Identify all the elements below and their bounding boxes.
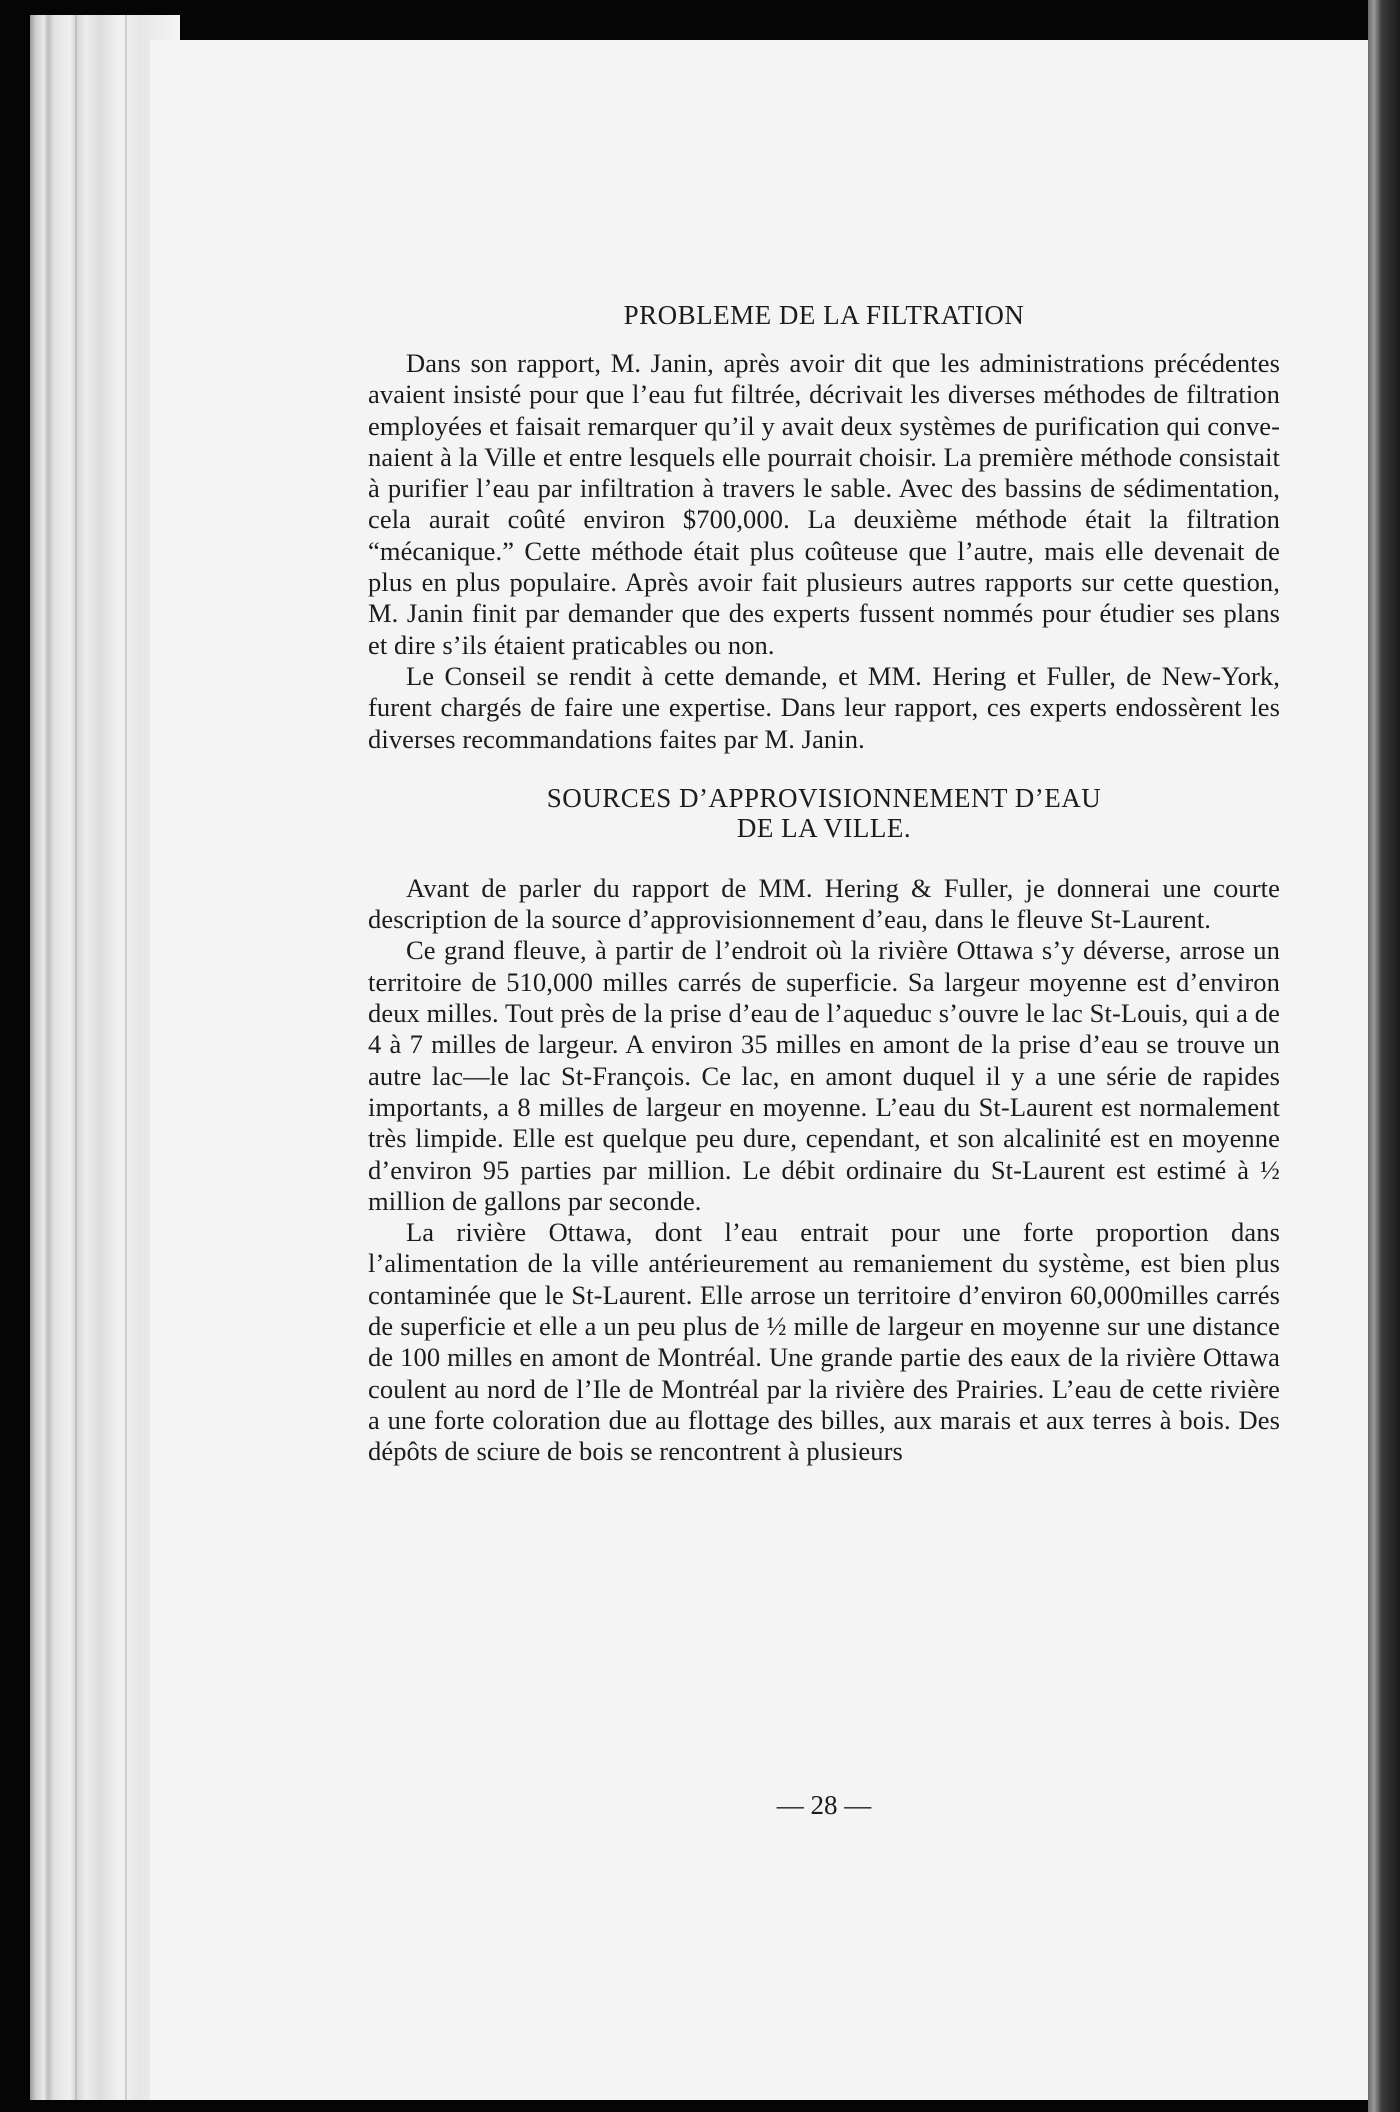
paragraph-conseil: Le Conseil se rendit à cette demande, et MM. Hering et Fuller, de New-York, furent chargés de faire une expertise. Dans leur rapport, ces experts endossèrent les diverses recommandations faites par M. Janin. [368,660,1280,754]
paragraph-ottawa: La rivière Ottawa, dont l’eau entrait pour une forte proportion dans l’alimentation de la ville antérieurement au remaniement du système, est bien plus contaminée que le St-Laurent. Elle arrose un territoire d’environ 60,000milles carrés de superficie et elle a un peu plus de ½ mille de largeur en moyenne sur une distance de 100 milles en amont de Montréal. Une grande partie des eaux de la rivière Ottawa coulent au nord de l’Ile de Montréal par la rivière des Prairies. L’eau de cette rivière a une forte coloration due au flottage des billes, aux marais et aux terres à bois. Des dépôts de sciure de bois se rencontrent à plusieurs [368,1217,1280,1467]
section-heading-sources [368,783,1280,843]
heading-line-1: SOURCES D’APPROVISIONNEMENT D’EAU [546,782,1102,813]
heading-line-2: DE LA VILLE. [736,812,912,843]
section-heading-filtration: PROBLEME DE LA FILTRATION [623,300,1025,330]
book-binding [1368,0,1400,2112]
paragraph-janin-report: Dans son rapport, M. Janin, après avoir dit que les administrations précédentes avaient insisté pour que l’eau fut filtrée, décrivait les diverses méthodes de filtration employées et faisait remarquer qu’il y avait deux systèmes de purification qui convenaient à la Ville et entre lesquels elle pourrait choisir. La première méthode consistait à purifier l’eau par infiltration à travers le sable. Avec des bassins de sédimentation, cela aurait coûté environ $700,000. La deuxième méthode était la filtration “mécanique.” Cette méthode était plus coûteuse que l’autre, mais elle devenait de plus en plus populaire. Après avoir fait plusieurs autres rapports sur cette question, M. Janin finit par demander que des experts fussent nommés pour étudier ses plans et dire s’ils étaient praticables ou non. [368,348,1280,660]
paragraph-intro-sources: Avant de parler du rapport de MM. Hering & Fuller, je donnerai une courte description de la source d’approvisionnement d’eau, dans le fleuve St-Laurent. [368,872,1280,935]
page-number: — 28 — [776,1790,872,1820]
paragraph-st-laurent: Ce grand fleuve, à partir de l’endroit où la rivière Ottawa s’y déverse, arrose un territoire de 510,000 milles carrés de superficie. Sa largeur moyenne est d’environ deux milles. Tout près de la prise d’eau de l’aqueduc s’ouvre le lac St-Louis, qui a de 4 à 7 milles de largeur. A environ 35 milles en amont de la prise d’eau se trouve un autre lac—le lac St-François. Ce lac, en amont duquel il y a une série de rapides importants, a 8 milles de largeur en moyenne. L’eau du St-Laurent est normalement très limpide. Elle est quelque peu dure, cependant, et son alcalinité est en moyenne d’environ 95 parties par million. Le débit ordinaire du St-Laurent est estimé à ½ million de gallons par seconde. [368,935,1280,1216]
page-text-block [368,300,1280,1468]
